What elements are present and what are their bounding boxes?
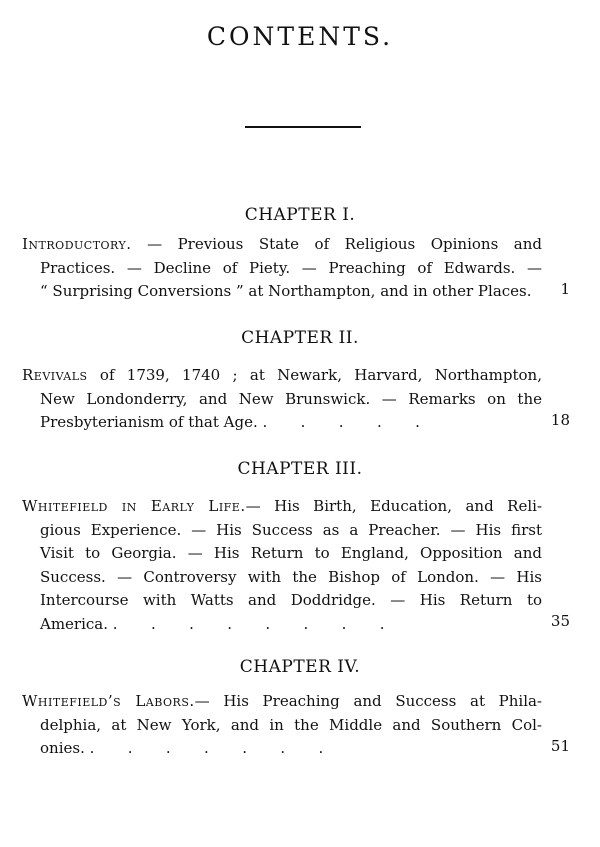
page-title: CONTENTS. xyxy=(206,22,394,51)
chapter-3-line-2: gious Experience. — His Success as a Preacher. — His first xyxy=(40,520,542,539)
chapter-4-line-1: Whitefield’s Labors.— His Preaching and Success at Phila- xyxy=(22,692,543,710)
chapter-2-leader-dots: . . . . . xyxy=(262,413,420,431)
chapter-2-heading: CHAPTER II. xyxy=(241,328,359,348)
chapter-1-entry xyxy=(22,233,542,304)
chapter-3-leader-dots: . . . . . . . . xyxy=(112,614,385,633)
chapter-2-line-3: Presbyterianism of that Age. . . . . . xyxy=(40,413,420,431)
chapter-3-line-1: Whitefield in Early Life.— His Birth, Education, and Reli- xyxy=(22,497,543,515)
chapter-1-line-3: “ Surprising Conversions ” at Northampton, and in other Places. xyxy=(40,282,532,300)
chapter-4-entry xyxy=(22,690,542,761)
chapter-2-line-2: New Londonderry, and New Brunswick. — Remarks on the xyxy=(40,389,542,408)
chapter-4-line-3: onies. . . . . . . . xyxy=(40,739,324,757)
chapter-1-line-2: Practices. — Decline of Piety. — Preaching of Edwards. — xyxy=(40,258,542,277)
chapter-4-page-number: 51 xyxy=(550,737,570,755)
chapter-4-line-2: delphia, at New York, and in the Middle and Southern Col- xyxy=(40,715,542,734)
chapter-3-page-number: 35 xyxy=(550,612,570,630)
chapter-4-heading: CHAPTER IV. xyxy=(239,657,361,677)
chapter-1-label: Introductory. xyxy=(22,235,132,253)
chapter-3-heading: CHAPTER III. xyxy=(237,459,363,479)
chapter-3-line-3: Visit to Georgia. — His Return to England, Opposition and xyxy=(40,544,542,562)
title-rule xyxy=(245,126,361,128)
chapter-1-heading: CHAPTER I. xyxy=(244,205,356,225)
chapter-3-line-4: Success. — Controversy with the Bishop of London. — His xyxy=(40,567,542,586)
chapter-2-entry xyxy=(22,364,542,435)
chapter-2-line-1: Revivals of 1739, 1740 ; at Newark, Harvard, Northampton, xyxy=(22,366,542,384)
chapter-3-entry xyxy=(22,495,542,636)
chapter-4-leader-dots: . . . . . . . xyxy=(89,739,324,757)
chapter-4-label: Whitefield’s Labors. xyxy=(22,692,195,710)
chapter-3-line-6: America. . . . . . . . . xyxy=(40,614,385,633)
chapter-2-page-number: 18 xyxy=(550,411,570,429)
chapter-3-line-5: Intercourse with Watts and Doddridge. — His Return to xyxy=(40,591,542,609)
chapter-3-label: Whitefield in Early Life. xyxy=(22,497,246,515)
chapter-2-label: Revivals xyxy=(22,366,88,384)
chapter-1-line-1: Introductory. — Previous State of Religious Opinions and xyxy=(22,235,542,253)
chapter-1-page-number: 1 xyxy=(560,280,570,298)
